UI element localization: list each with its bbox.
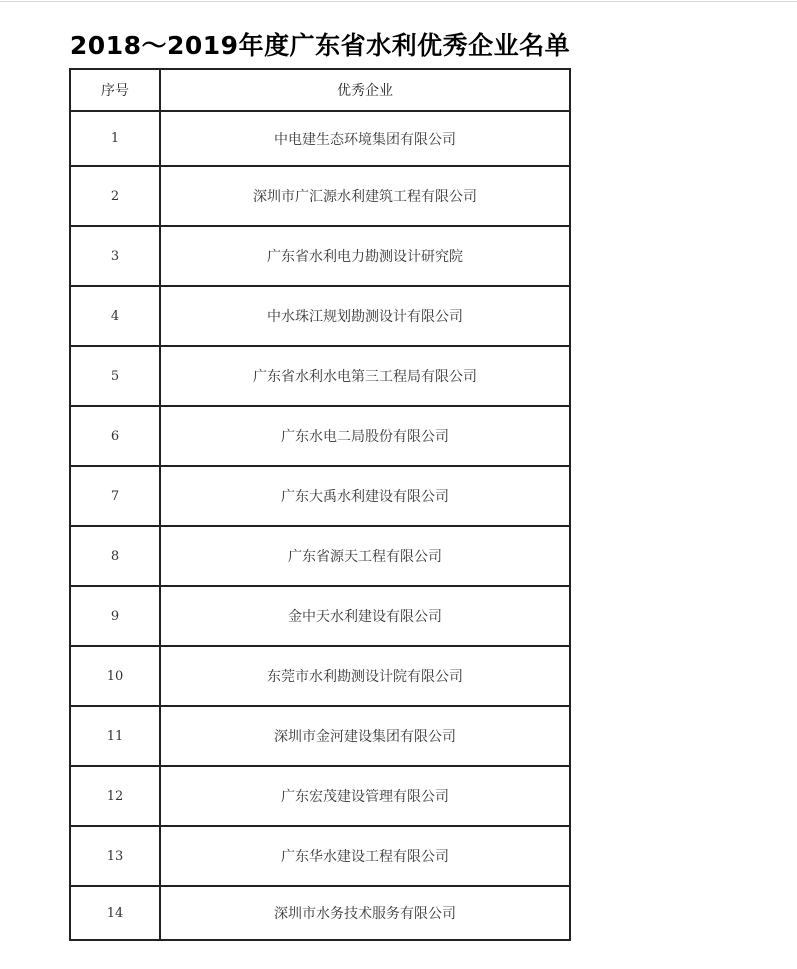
serial-number-cell: 8 — [70, 526, 160, 586]
serial-number-cell: 9 — [70, 586, 160, 646]
document-title: 2018～2019年度广东省水利优秀企业名单 — [69, 31, 571, 60]
enterprise-name-cell: 广东华水建设工程有限公司 — [160, 826, 570, 886]
serial-number-cell: 12 — [70, 766, 160, 826]
enterprise-name-cell: 深圳市广汇源水利建筑工程有限公司 — [160, 166, 570, 226]
table-row — [70, 526, 570, 586]
page-top-border — [0, 1, 797, 2]
enterprise-name-cell: 广东省水利电力勘测设计研究院 — [160, 226, 570, 286]
serial-number-cell: 13 — [70, 826, 160, 886]
serial-number-cell: 7 — [70, 466, 160, 526]
header-serial-number: 序号 — [70, 69, 160, 111]
enterprise-name-cell: 深圳市水务技术服务有限公司 — [160, 886, 570, 940]
serial-number-cell: 2 — [70, 166, 160, 226]
table-row — [70, 886, 570, 940]
table-row — [70, 166, 570, 226]
table-row — [70, 406, 570, 466]
table-row — [70, 346, 570, 406]
enterprise-name-cell: 中水珠江规划勘测设计有限公司 — [160, 286, 570, 346]
table-row — [70, 286, 570, 346]
serial-number-cell: 14 — [70, 886, 160, 940]
serial-number-cell: 11 — [70, 706, 160, 766]
enterprise-name-cell: 广东大禹水利建设有限公司 — [160, 466, 570, 526]
enterprise-name-cell: 东莞市水利勘测设计院有限公司 — [160, 646, 570, 706]
serial-number-cell: 5 — [70, 346, 160, 406]
serial-number-cell: 6 — [70, 406, 160, 466]
enterprise-name-cell: 广东宏茂建设管理有限公司 — [160, 766, 570, 826]
table-row — [70, 706, 570, 766]
header-enterprise: 优秀企业 — [160, 69, 570, 111]
table-row — [70, 826, 570, 886]
serial-number-cell: 3 — [70, 226, 160, 286]
serial-number-cell: 4 — [70, 286, 160, 346]
enterprise-table — [69, 68, 571, 941]
table-header-row — [70, 69, 570, 111]
table-row — [70, 646, 570, 706]
enterprise-name-cell: 广东省源天工程有限公司 — [160, 526, 570, 586]
serial-number-cell: 1 — [70, 111, 160, 166]
table-row — [70, 766, 570, 826]
enterprise-name-cell: 广东水电二局股份有限公司 — [160, 406, 570, 466]
enterprise-name-cell: 金中天水利建设有限公司 — [160, 586, 570, 646]
table-row — [70, 586, 570, 646]
serial-number-cell: 10 — [70, 646, 160, 706]
enterprise-name-cell: 中电建生态环境集团有限公司 — [160, 111, 570, 166]
enterprise-name-cell: 深圳市金河建设集团有限公司 — [160, 706, 570, 766]
enterprise-name-cell: 广东省水利水电第三工程局有限公司 — [160, 346, 570, 406]
table-row — [70, 226, 570, 286]
table-row — [70, 111, 570, 166]
table-row — [70, 466, 570, 526]
